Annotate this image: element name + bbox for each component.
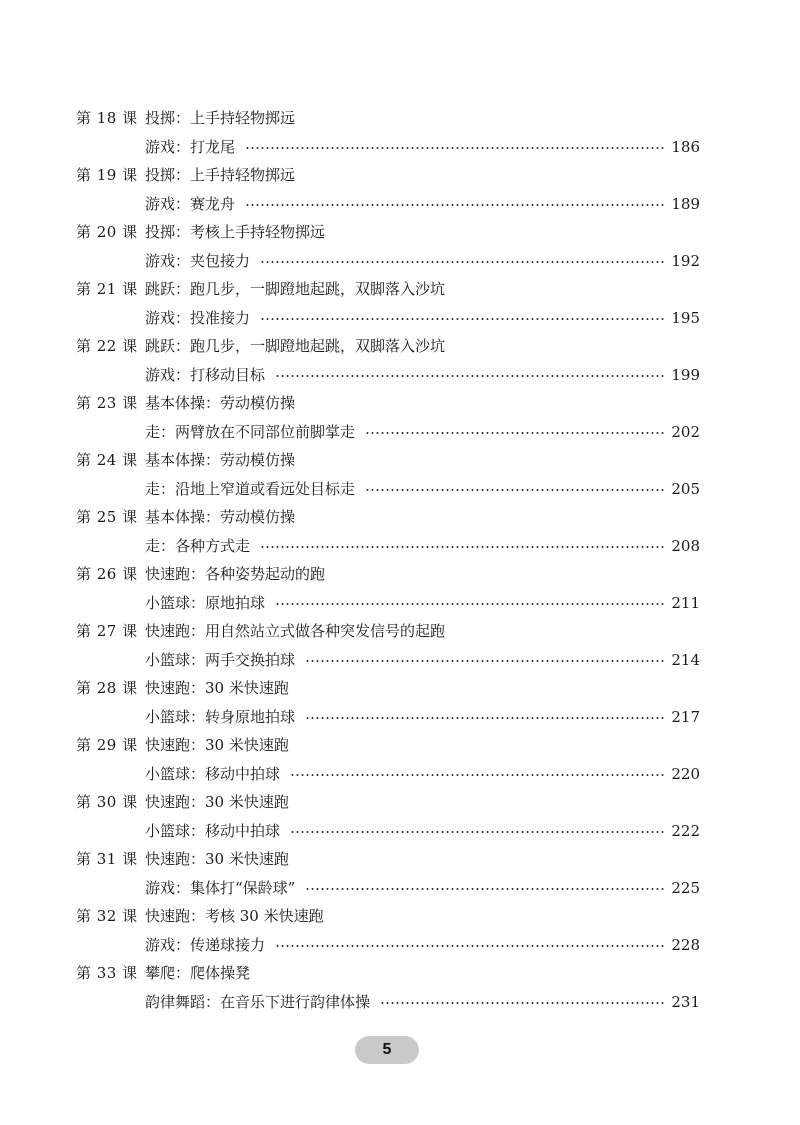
lesson-number: 第 18 课 — [76, 109, 138, 127]
lesson-subtitle: 小篮球：原地拍球 — [145, 593, 266, 612]
lesson-title: 基本体操：劳动模仿操 — [145, 451, 296, 469]
toc-sub-row — [76, 646, 700, 675]
toc-entry[interactable] — [76, 788, 700, 845]
toc-sub-row — [76, 133, 700, 162]
toc-entry[interactable] — [76, 674, 700, 731]
toc-entry[interactable] — [76, 275, 700, 332]
toc-entry[interactable] — [76, 560, 700, 617]
lesson-number: 第 30 课 — [76, 793, 138, 811]
toc-entry[interactable] — [76, 104, 700, 161]
toc-entry[interactable] — [76, 959, 700, 1016]
toc-sub-row — [76, 475, 700, 504]
page-ref: 205 — [671, 479, 700, 498]
page-ref: 217 — [671, 707, 700, 726]
toc-sub-row — [76, 988, 700, 1017]
toc-sub-row — [76, 589, 700, 618]
toc-sub-row — [76, 361, 700, 390]
lesson-title: 攀爬：爬体操凳 — [145, 964, 251, 982]
lesson-number: 第 20 课 — [76, 223, 138, 241]
lesson-subtitle: 游戏：打移动目标 — [145, 365, 266, 384]
lesson-number: 第 25 课 — [76, 508, 138, 526]
lesson-title: 投掷：上手持轻物掷远 — [145, 166, 296, 184]
lesson-number: 第 19 课 — [76, 166, 138, 184]
lesson-number: 第 28 课 — [76, 679, 138, 697]
toc-entry[interactable] — [76, 161, 700, 218]
lesson-subtitle: 小篮球：两手交换拍球 — [145, 650, 296, 669]
lesson-subtitle: 游戏：传递球接力 — [145, 935, 266, 954]
toc-sub-row — [76, 703, 700, 732]
lesson-number: 第 33 课 — [76, 964, 138, 982]
lesson-subtitle: 小篮球：移动中拍球 — [145, 764, 281, 783]
toc-sub-row — [76, 247, 700, 276]
dot-leader — [290, 831, 665, 833]
lesson-subtitle: 走：各种方式走 — [145, 536, 251, 555]
page-ref: 225 — [671, 878, 700, 897]
toc-sub-row — [76, 418, 700, 447]
lesson-subtitle: 韵律舞蹈：在音乐下进行韵律体操 — [145, 992, 371, 1011]
lesson-title: 基本体操：劳动模仿操 — [145, 394, 296, 412]
lesson-title: 跳跃：跑几步，一脚蹬地起跳，双脚落入沙坑 — [145, 280, 446, 298]
toc-sub-row — [76, 931, 700, 960]
toc-entry[interactable] — [76, 389, 700, 446]
toc-lesson-row — [76, 389, 700, 418]
dot-leader — [305, 660, 665, 662]
toc-lesson-row — [76, 731, 700, 760]
lesson-title: 快速跑：各种姿势起动的跑 — [145, 565, 326, 583]
dot-leader — [275, 945, 665, 947]
dot-leader — [290, 774, 665, 776]
toc-sub-row — [76, 874, 700, 903]
lesson-subtitle: 游戏：投准接力 — [145, 308, 251, 327]
toc-lesson-row — [76, 218, 700, 247]
lesson-number: 第 24 课 — [76, 451, 138, 469]
lesson-title: 快速跑：30 米快速跑 — [145, 850, 289, 868]
toc-sub-row — [76, 817, 700, 846]
toc-lesson-row — [76, 332, 700, 361]
dot-leader — [260, 546, 665, 548]
toc-lesson-row — [76, 902, 700, 931]
toc-entry[interactable] — [76, 617, 700, 674]
toc-entry[interactable] — [76, 902, 700, 959]
lesson-subtitle: 游戏：集体打“保龄球” — [145, 878, 296, 897]
toc-lesson-row — [76, 503, 700, 532]
toc-entry[interactable] — [76, 731, 700, 788]
lesson-subtitle: 走：两臂放在不同部位前脚掌走 — [145, 422, 356, 441]
dot-leader — [260, 261, 665, 263]
toc-lesson-row — [76, 104, 700, 133]
page-ref: 228 — [671, 935, 700, 954]
toc-sub-row — [76, 760, 700, 789]
dot-leader — [245, 204, 665, 206]
toc-entry[interactable] — [76, 218, 700, 275]
toc-lesson-row — [76, 446, 700, 475]
dot-leader — [275, 603, 665, 605]
page-ref: 189 — [671, 194, 700, 213]
dot-leader — [365, 489, 665, 491]
dot-leader — [275, 375, 665, 377]
page-ref: 199 — [671, 365, 700, 384]
page-number: 5 — [382, 1041, 392, 1058]
page-ref: 222 — [671, 821, 700, 840]
page-ref: 195 — [671, 308, 700, 327]
page-ref: 208 — [671, 536, 700, 555]
toc-lesson-row — [76, 845, 700, 874]
toc-lesson-row — [76, 959, 700, 988]
dot-leader — [245, 147, 665, 149]
page-number-badge — [355, 1036, 419, 1064]
lesson-subtitle: 游戏：赛龙舟 — [145, 194, 236, 213]
toc-sub-row — [76, 304, 700, 333]
lesson-subtitle: 走：沿地上窄道或看远处目标走 — [145, 479, 356, 498]
toc-entry[interactable] — [76, 332, 700, 389]
page-ref: 231 — [671, 992, 700, 1011]
dot-leader — [365, 432, 665, 434]
lesson-title: 快速跑：30 米快速跑 — [145, 736, 289, 754]
toc-entry[interactable] — [76, 845, 700, 902]
lesson-number: 第 26 课 — [76, 565, 138, 583]
lesson-number: 第 27 课 — [76, 622, 138, 640]
lesson-number: 第 23 课 — [76, 394, 138, 412]
lesson-number: 第 31 课 — [76, 850, 138, 868]
page-ref: 220 — [671, 764, 700, 783]
toc-lesson-row — [76, 674, 700, 703]
lesson-subtitle: 小篮球：移动中拍球 — [145, 821, 281, 840]
dot-leader — [380, 1002, 665, 1004]
dot-leader — [305, 717, 665, 719]
lesson-number: 第 29 课 — [76, 736, 138, 754]
lesson-title: 快速跑：30 米快速跑 — [145, 679, 289, 697]
lesson-title: 投掷：上手持轻物掷远 — [145, 109, 296, 127]
lesson-number: 第 22 课 — [76, 337, 138, 355]
toc-lesson-row — [76, 161, 700, 190]
page-ref: 211 — [671, 593, 700, 612]
page-ref: 186 — [671, 137, 700, 156]
toc-sub-row — [76, 532, 700, 561]
table-of-contents — [76, 104, 700, 1016]
toc-entry[interactable] — [76, 446, 700, 503]
toc-lesson-row — [76, 275, 700, 304]
toc-sub-row — [76, 190, 700, 219]
lesson-subtitle: 游戏：夹包接力 — [145, 251, 251, 270]
dot-leader — [305, 888, 665, 890]
toc-entry[interactable] — [76, 503, 700, 560]
toc-lesson-row — [76, 617, 700, 646]
lesson-title: 投掷：考核上手持轻物掷远 — [145, 223, 326, 241]
lesson-title: 快速跑：30 米快速跑 — [145, 793, 289, 811]
lesson-title: 跳跃：跑几步，一脚蹬地起跳，双脚落入沙坑 — [145, 337, 446, 355]
page-ref: 192 — [671, 251, 700, 270]
toc-lesson-row — [76, 788, 700, 817]
lesson-subtitle: 小篮球：转身原地拍球 — [145, 707, 296, 726]
lesson-title: 快速跑：考核 30 米快速跑 — [145, 907, 324, 925]
page-ref: 202 — [671, 422, 700, 441]
toc-lesson-row — [76, 560, 700, 589]
dot-leader — [260, 318, 665, 320]
page-ref: 214 — [671, 650, 700, 669]
lesson-number: 第 21 课 — [76, 280, 138, 298]
lesson-number: 第 32 课 — [76, 907, 138, 925]
lesson-title: 基本体操：劳动模仿操 — [145, 508, 296, 526]
lesson-subtitle: 游戏：打龙尾 — [145, 137, 236, 156]
lesson-title: 快速跑：用自然站立式做各种突发信号的起跑 — [145, 622, 446, 640]
